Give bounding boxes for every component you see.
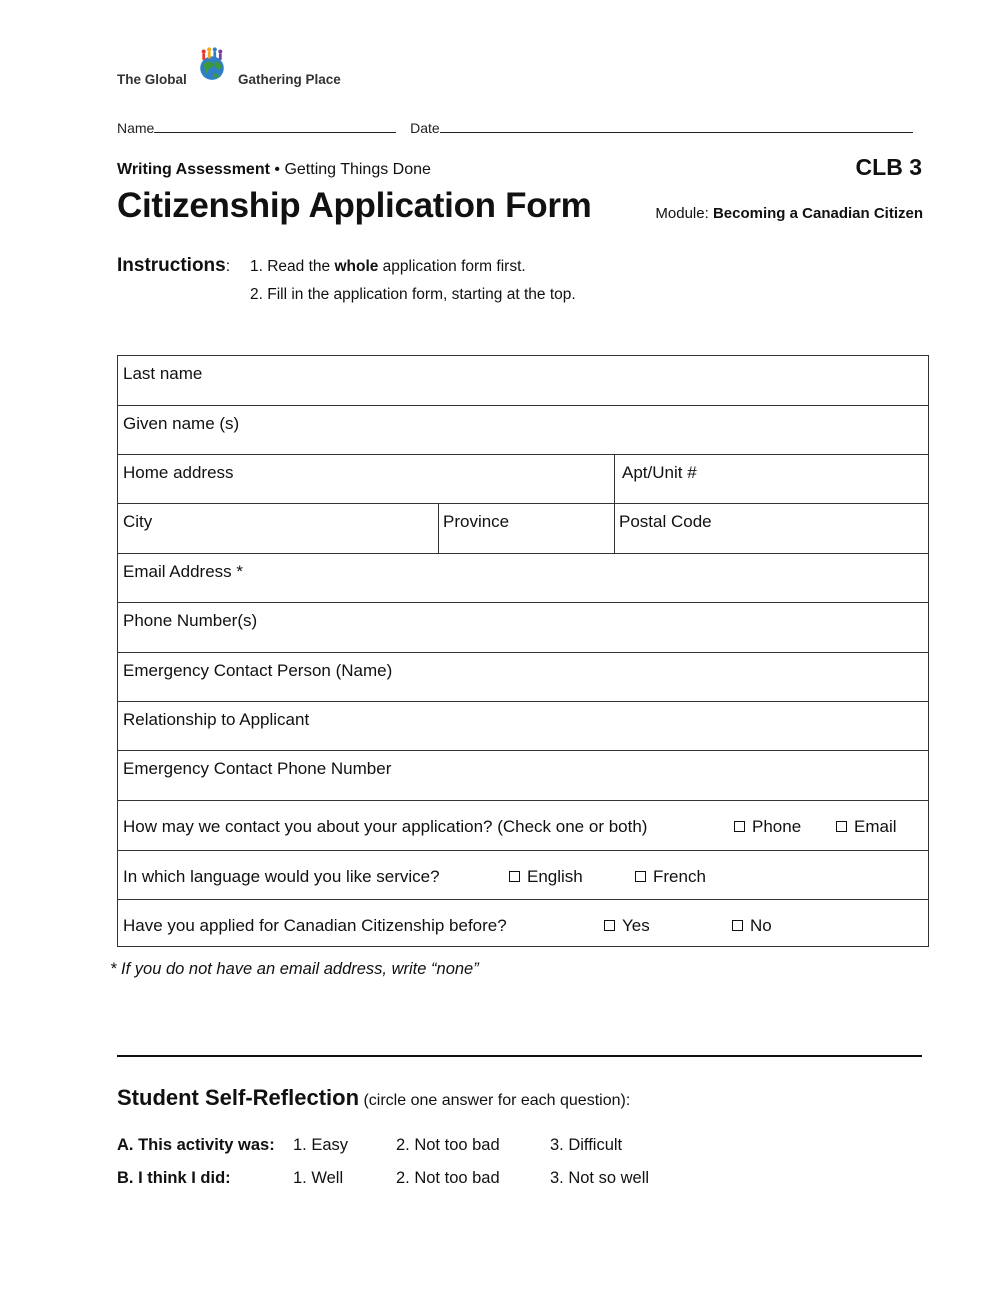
last-name-label: Last name bbox=[123, 364, 203, 383]
application-form bbox=[117, 355, 929, 947]
question-a-option-3[interactable]: 3. Difficult bbox=[550, 1136, 623, 1154]
question-a-option-1[interactable]: 1. Easy bbox=[293, 1136, 349, 1154]
checkbox-icon[interactable] bbox=[635, 871, 646, 882]
language-english-option[interactable]: English bbox=[509, 867, 583, 887]
form-row-address bbox=[118, 454, 928, 503]
reflection-question-a bbox=[117, 1136, 275, 1155]
city-cell[interactable] bbox=[118, 504, 438, 553]
contact-phone-option[interactable]: Phone bbox=[734, 817, 801, 837]
language-question: In which language would you like service? bbox=[123, 867, 440, 886]
contact-question: How may we contact you about your application? (Check one or both) bbox=[123, 817, 648, 836]
question-b-option-2[interactable]: 2. Not too bad bbox=[396, 1169, 500, 1187]
module-name: Becoming a Canadian Citizen bbox=[712, 205, 923, 222]
apt-unit-cell[interactable] bbox=[614, 455, 928, 503]
reflection-heading bbox=[117, 1085, 630, 1111]
instructions-heading: Instructions: bbox=[117, 255, 231, 276]
form-row-emergency-phone[interactable] bbox=[118, 750, 928, 800]
form-row-contact-method bbox=[118, 800, 928, 850]
province-cell[interactable] bbox=[438, 504, 614, 553]
relationship-label: Relationship to Applicant bbox=[123, 710, 310, 729]
given-names-label: Given name (s) bbox=[123, 414, 240, 433]
form-row-email[interactable] bbox=[118, 553, 928, 602]
postal-code-cell[interactable] bbox=[614, 504, 928, 553]
checkbox-icon[interactable] bbox=[509, 871, 520, 882]
home-address-cell[interactable] bbox=[118, 455, 614, 503]
form-row-phone[interactable] bbox=[118, 602, 928, 652]
checkbox-icon[interactable] bbox=[734, 821, 745, 832]
language-french-option[interactable]: French bbox=[635, 867, 706, 887]
emergency-name-label: Emergency Contact Person (Name) bbox=[123, 661, 393, 680]
module-label: Module: bbox=[655, 205, 709, 222]
instructions-list bbox=[250, 253, 576, 309]
emergency-phone-label: Emergency Contact Phone Number bbox=[123, 759, 392, 778]
assessment-line bbox=[117, 161, 431, 179]
reflection-title: Student Self-Reflection bbox=[117, 1085, 360, 1110]
globe-logo-icon bbox=[194, 46, 230, 87]
name-label: Name bbox=[117, 120, 155, 136]
form-row-applied-before bbox=[118, 899, 928, 947]
instruction-step-1: 1. Read the whole application form first. bbox=[250, 258, 526, 275]
section-divider bbox=[117, 1055, 922, 1057]
checkbox-icon[interactable] bbox=[732, 920, 743, 931]
contact-email-option[interactable]: Email bbox=[836, 817, 897, 837]
email-footnote: * If you do not have an email address, write “none” bbox=[110, 960, 479, 978]
postal-code-label: Postal Code bbox=[619, 512, 712, 531]
logo-text-right: Gathering Place bbox=[238, 72, 341, 87]
reflection-question-b bbox=[117, 1169, 231, 1188]
form-row-emergency-name[interactable] bbox=[118, 652, 928, 701]
applied-question: Have you applied for Canadian Citizenship before? bbox=[123, 916, 507, 935]
bullet: • bbox=[274, 161, 280, 178]
applied-no-option[interactable]: No bbox=[732, 916, 772, 936]
home-address-label: Home address bbox=[123, 463, 234, 482]
checkbox-icon[interactable] bbox=[604, 920, 615, 931]
form-row-last-name[interactable] bbox=[118, 356, 928, 405]
question-b-option-3[interactable]: 3. Not so well bbox=[550, 1169, 650, 1187]
page-title: Citizenship Application Form bbox=[117, 186, 592, 225]
assessment-type: Writing Assessment bbox=[117, 161, 270, 178]
email-label: Email Address * bbox=[123, 562, 243, 581]
logo-text-left: The Global bbox=[117, 72, 187, 87]
apt-unit-label: Apt/Unit # bbox=[622, 463, 697, 482]
date-field[interactable] bbox=[440, 119, 913, 133]
form-row-relationship[interactable] bbox=[118, 701, 928, 750]
city-label: City bbox=[123, 512, 153, 531]
province-label: Province bbox=[443, 512, 510, 531]
question-b-option-1[interactable]: 1. Well bbox=[293, 1169, 344, 1187]
form-row-given-names[interactable] bbox=[118, 405, 928, 454]
question-a-label: A. This activity was: bbox=[117, 1136, 275, 1154]
question-a-option-2[interactable]: 2. Not too bad bbox=[396, 1136, 500, 1154]
date-label: Date bbox=[410, 120, 440, 136]
module-line bbox=[655, 205, 923, 222]
task-name: Getting Things Done bbox=[284, 161, 431, 178]
question-b-label: B. I think I did: bbox=[117, 1169, 231, 1187]
phone-label: Phone Number(s) bbox=[123, 611, 258, 630]
form-row-city bbox=[118, 503, 928, 553]
form-row-language bbox=[118, 850, 928, 899]
name-field[interactable] bbox=[154, 119, 396, 133]
instruction-step-2: 2. Fill in the application form, starting at the top. bbox=[250, 286, 576, 303]
reflection-subtitle: (circle one answer for each question): bbox=[363, 1092, 631, 1109]
applied-yes-option[interactable]: Yes bbox=[604, 916, 650, 936]
clb-level: CLB 3 bbox=[855, 154, 922, 180]
checkbox-icon[interactable] bbox=[836, 821, 847, 832]
